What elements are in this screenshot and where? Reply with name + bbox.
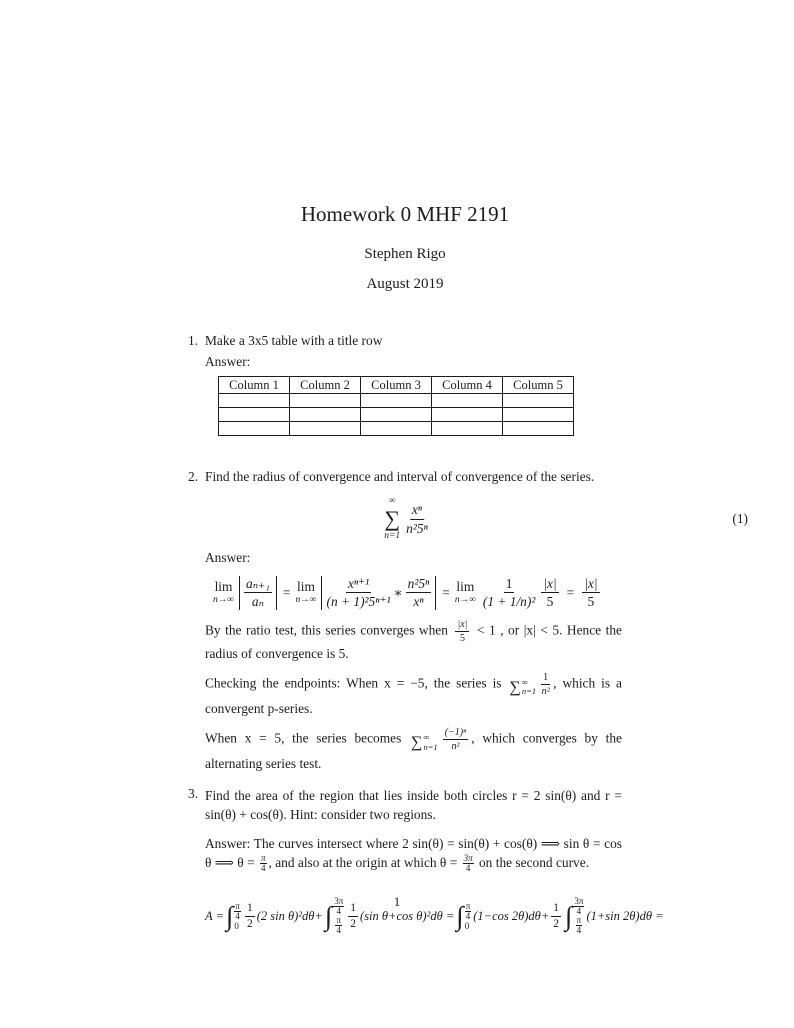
problem-2-prompt: Find the radius of convergence and interval of convergence of the series. xyxy=(205,469,595,484)
equals-sign: = xyxy=(442,584,450,600)
table-header-cell: Column 4 xyxy=(432,377,503,394)
inline-fraction: $\frac{\pi}{4}$ xyxy=(260,853,266,874)
problem-3-number: 3. xyxy=(188,785,199,801)
table-cell xyxy=(219,394,290,408)
table-header-cell: Column 1 xyxy=(219,377,290,394)
one-half-fraction: $\frac{1}{2}$ xyxy=(553,901,559,930)
problem-2-body xyxy=(205,469,622,485)
text-run: , and also at the origin at which θ = xyxy=(268,854,458,870)
table-cell xyxy=(361,408,432,422)
text-run: When x = 5, the series becomes xyxy=(205,731,402,747)
table-cell xyxy=(432,394,503,408)
page-content xyxy=(188,202,750,935)
summation-inline: ∑ ∞ n=1 xyxy=(411,731,438,752)
ratio-fraction-e: $\frac{|x|}{5}$ xyxy=(543,576,557,610)
equation-number: (1) xyxy=(732,511,748,526)
sum-lower-limit: n=1 xyxy=(521,686,537,697)
table-cell xyxy=(361,422,432,436)
ratio-fraction-c: $\frac{\text{n²5ⁿ}}{\text{xⁿ}}$ xyxy=(407,576,430,610)
text-run: , which is a convergent p-series. xyxy=(205,675,622,717)
area-term-3: (1−cos 2θ)dθ+ xyxy=(473,908,550,923)
inline-fraction: $\frac{|x|}{5}$ xyxy=(457,618,468,644)
integral-lower-limit: π 4 xyxy=(576,915,582,936)
ratio-fraction-a: $\frac{\text{aₙ₊₁}}{\text{aₙ}}$ xyxy=(246,576,270,610)
problem-1 xyxy=(188,333,750,436)
ratio-fraction-b: $\frac{\text{xⁿ⁺¹}}{\text{(n + 1)²5ⁿ⁺¹}}$ xyxy=(326,576,391,610)
one-half-fraction: $\frac{1}{2}$ xyxy=(350,901,357,930)
sum-upper-limit: ∞ xyxy=(521,676,528,687)
table-cell xyxy=(290,394,361,408)
text-run: on the second curve. xyxy=(478,854,590,870)
multiplication-star: ∗ xyxy=(393,584,403,600)
area-term-1: (2 sin θ)²dθ+ xyxy=(256,908,323,923)
integral-lower-limit: π 4 xyxy=(336,915,342,936)
limit-operator: lim n→∞ xyxy=(213,578,235,606)
series-equation-body xyxy=(381,497,431,541)
area-lhs: A = xyxy=(205,908,224,923)
limit-operator: lim n→∞ xyxy=(454,578,476,606)
area-term-2: (sin θ+cos θ)²dθ = xyxy=(360,908,455,923)
integral-lower-limit: 0 xyxy=(234,920,239,931)
problem-3-body xyxy=(205,786,622,874)
table-cell xyxy=(503,422,574,436)
area-term-4: (1+sin 2θ)dθ = xyxy=(586,908,664,923)
sum-operator: ∑ xyxy=(384,505,401,531)
abs-bar xyxy=(276,576,277,610)
abs-bar xyxy=(239,576,240,610)
problem-1-answer-label: Answer: xyxy=(205,354,251,369)
table-cell xyxy=(290,422,361,436)
text-run: Checking the endpoints: When x = −5, the series is xyxy=(205,675,502,691)
table-cell xyxy=(361,394,432,408)
table-cell xyxy=(503,408,574,422)
table-cell xyxy=(219,422,290,436)
table-header-row xyxy=(219,377,574,394)
problem-2-number: 2. xyxy=(188,469,199,484)
inline-fraction: $\frac{\text{(−1)ⁿ}}{\text{n²}}$ xyxy=(444,727,467,753)
problem-2 xyxy=(188,469,750,485)
one-half-fraction: $\frac{1}{2}$ xyxy=(246,901,253,930)
table-cell xyxy=(432,408,503,422)
integral-lower-limit: 0 xyxy=(464,920,470,931)
sum-upper-limit: ∞ xyxy=(388,496,396,506)
inline-fraction: $\frac{1}{\text{n²}}$ xyxy=(541,672,550,698)
integral-sign: ∫ xyxy=(565,900,573,931)
abs-bar xyxy=(435,576,436,610)
sum-lower-limit: n=1 xyxy=(423,741,438,752)
ratio-test-note xyxy=(205,619,622,663)
problem-3-prompt: Find the area of the region that lies inside both circles r = 2 sin(θ) and r = sin(θ) + cos(θ). Hint: consider two regions. xyxy=(205,787,622,823)
spacer xyxy=(188,545,205,774)
integral-upper-limit: π 4 xyxy=(235,900,240,921)
endpoint-check-positive xyxy=(205,727,622,773)
table-header-cell: Column 2 xyxy=(290,377,361,394)
text-run: < 1 , or |x| < 5. Hence the radius of convergence is 5. xyxy=(205,622,622,661)
page-number: 1 xyxy=(393,894,401,909)
problem-1-body xyxy=(205,333,622,436)
table-cell xyxy=(503,394,574,408)
document-date: August 2019 xyxy=(366,276,444,292)
integral-upper-limit: 3π 4 xyxy=(334,896,344,917)
integral-sign: ∫ xyxy=(324,900,333,931)
answer-table xyxy=(218,376,574,436)
sum-lower-limit: n=1 xyxy=(384,530,401,541)
equals-sign: = xyxy=(282,584,291,600)
sum-upper-limit: ∞ xyxy=(423,731,430,742)
integral-sign: ∫ xyxy=(456,900,464,931)
integral-upper-limit: 3π 4 xyxy=(574,896,584,917)
table-header-cell: Column 3 xyxy=(361,377,432,394)
problem-2-answer-label: Answer: xyxy=(205,550,251,565)
ratio-fraction-d: $\frac{1}{\text{(1 + 1/n)²}}$ xyxy=(482,576,536,610)
integral-sign: ∫ xyxy=(225,900,234,931)
table-row xyxy=(219,408,574,422)
limit-operator: lim n→∞ xyxy=(295,578,317,606)
summation-inline: ∑ ∞ n=1 xyxy=(509,676,537,697)
table-cell xyxy=(290,408,361,422)
problem-1-number: 1. xyxy=(188,333,199,348)
abs-bar xyxy=(321,576,322,610)
problem-3-answer xyxy=(205,834,622,874)
ratio-test-equation xyxy=(213,576,622,610)
series-equation xyxy=(188,493,750,545)
ratio-fraction-f: $\frac{|x|}{5}$ xyxy=(584,576,598,610)
text-run: , which converges by the alternating series test. xyxy=(205,731,622,772)
author-name: Stephen Rigo xyxy=(364,246,446,262)
table-cell xyxy=(432,422,503,436)
problem-3 xyxy=(188,786,750,874)
inline-fraction: $\frac{3\pi}{4}$ xyxy=(463,853,473,874)
table-cell xyxy=(219,408,290,422)
integral-upper-limit: π 4 xyxy=(465,900,471,921)
problem-2-answer xyxy=(188,545,750,774)
problem-1-prompt: Make a 3x5 table with a title row xyxy=(205,333,383,348)
equals-sign: = xyxy=(566,584,575,600)
endpoint-check-negative xyxy=(205,672,622,718)
text-run: By the ratio test, this series converges when xyxy=(205,622,448,638)
table-row xyxy=(219,394,574,408)
table-header-cell: Column 5 xyxy=(503,377,574,394)
page-title: Homework 0 MHF 2191 xyxy=(300,202,510,226)
text-run: Answer: The curves intersect where 2 sin(θ) = sin(θ) + cos(θ) ⟹ sin θ = cos θ ⟹ θ = xyxy=(205,835,622,870)
series-fraction: $\frac{\text{xⁿ}}{\text{n²5ⁿ}}$ xyxy=(406,502,428,536)
problem-2-answer-body xyxy=(205,545,622,774)
table-row xyxy=(219,422,574,436)
summation-symbol xyxy=(384,497,400,541)
